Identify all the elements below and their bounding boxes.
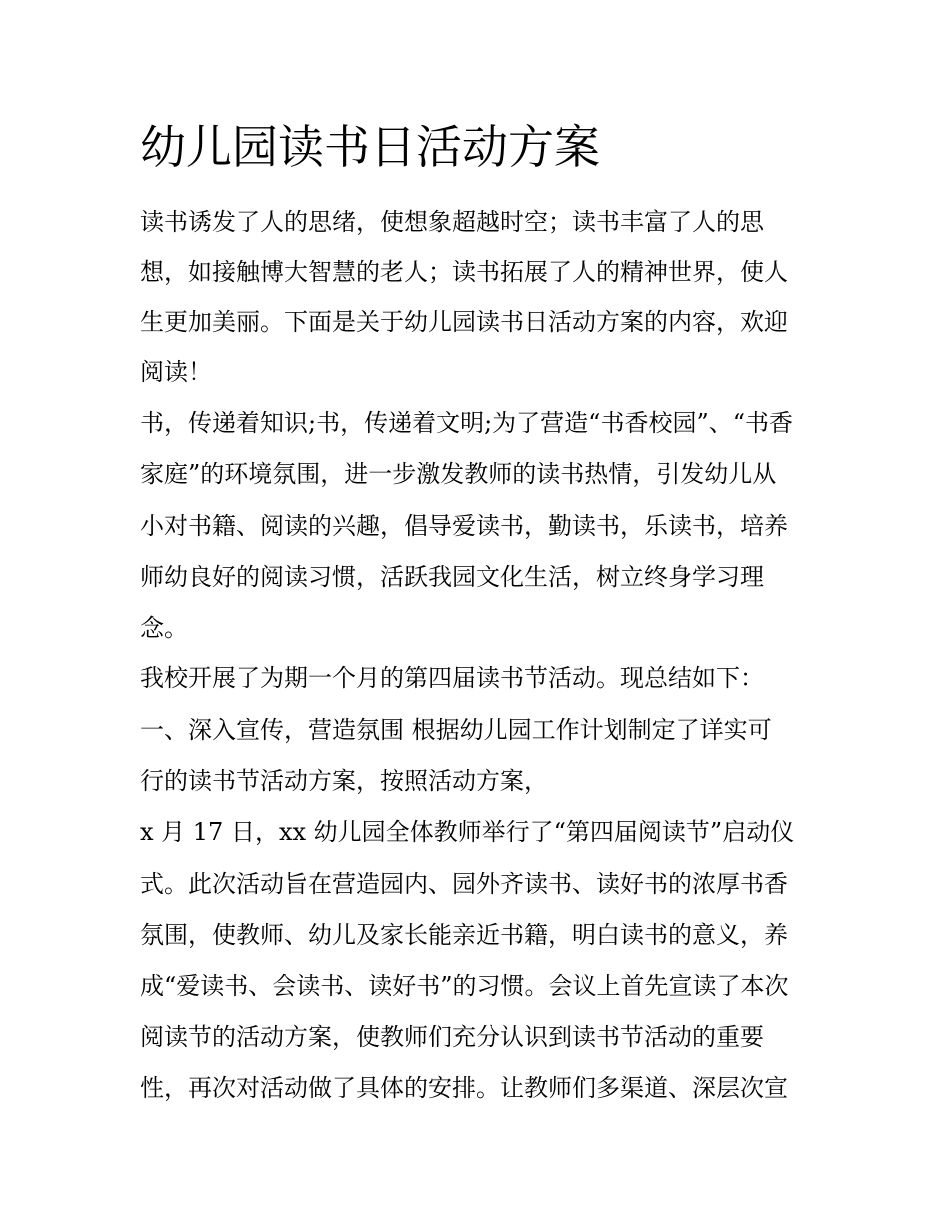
body-text-line: 读书诱发了人的思绪，使想象超越时空；读书丰富了人的思 (140, 208, 764, 236)
body-text-line: 想，如接触博大智慧的老人；读书拓展了人的精神世界，使人 (140, 258, 788, 286)
body-text-line: 念。 (140, 614, 188, 642)
body-text-line: 阅读节的活动方案，使教师们充分认识到读书节活动的重要 (140, 1023, 764, 1051)
body-text-line: 家庭”的环境氛围，进一步激发教师的读书热情，引发幼儿从 (140, 460, 777, 488)
body-text-line: 师幼良好的阅读习惯，活跃我园文化生活，树立终身学习理 (140, 563, 764, 591)
body-text-line: 书，传递着知识;书，传递着文明;为了营造“书香校园”、“书香 (140, 409, 793, 437)
body-text-line: 成“爱读书、会读书、读好书”的习惯。会议上首先宣读了本次 (140, 972, 789, 1000)
body-text-line: 阅读！ (140, 358, 212, 386)
body-text-line: 行的读书节活动方案，按照活动方案， (140, 767, 548, 795)
body-text-line: 氛围，使教师、幼儿及家长能亲近书籍，明白读书的意义，养 (140, 921, 788, 949)
document-title: 幼儿园读书日活动方案 (140, 120, 600, 174)
body-text-line: 性，再次对活动做了具体的安排。让教师们多渠道、深层次宣 (140, 1074, 788, 1102)
body-text-line: 小对书籍、阅读的兴趣，倡导爱读书，勤读书，乐读书，培养 (140, 512, 788, 540)
body-text-line: 一、深入宣传，营造氛围 根据幼儿园工作计划制定了详实可 (140, 716, 772, 744)
body-text-line: 我校开展了为期一个月的第四届读书节活动。现总结如下： (140, 664, 764, 692)
body-text-line: x 月 17 日，xx 幼儿园全体教师举行了“第四届阅读节”启动仪 (140, 818, 795, 846)
body-text-line: 生更加美丽。下面是关于幼儿园读书日活动方案的内容，欢迎 (140, 308, 788, 336)
body-text-line: 式。此次活动旨在营造园内、园外齐读书、读好书的浓厚书香 (140, 870, 788, 898)
